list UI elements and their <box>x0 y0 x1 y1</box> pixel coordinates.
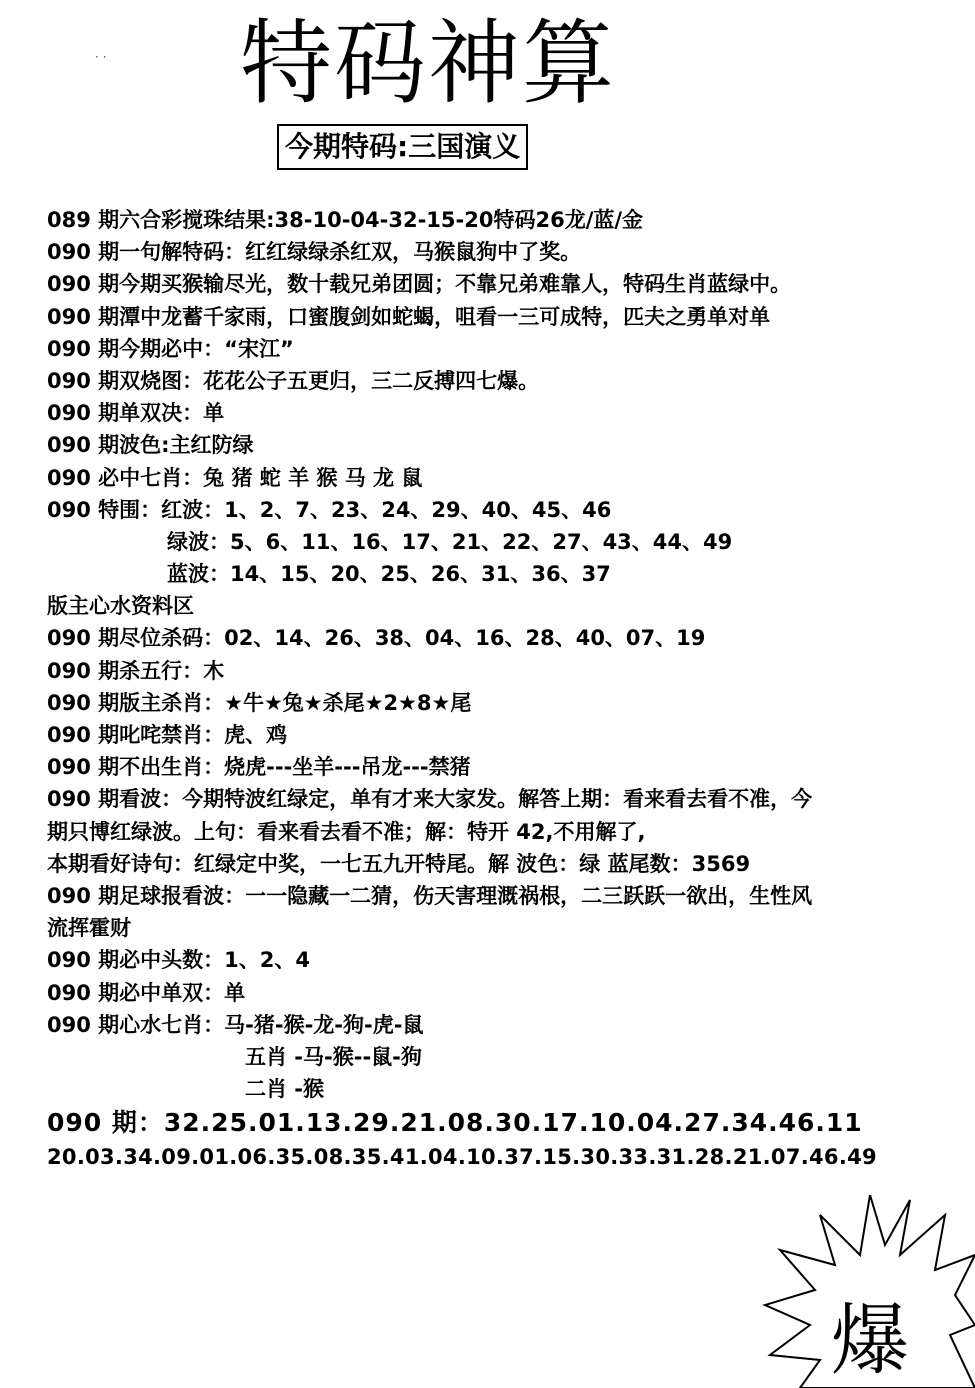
content-line: 版主心水资料区 <box>47 594 194 619</box>
content-line: 090 期一句解特码：红红绿绿杀红双，马猴鼠狗中了奖。 <box>47 240 582 265</box>
content-line: 本期看好诗句：红绿定中奖，一七五九开特尾。解 波色：绿 蓝尾数：3569 <box>47 851 751 876</box>
content-line: 090 期心水七肖：马-猪-猴-龙-狗-虎-鼠 <box>47 1012 424 1037</box>
content-line: 090 期今期必中：“宋江” <box>47 336 294 361</box>
content-lines <box>47 204 947 1173</box>
content-line: 090 期潭中龙蓄千家雨，口蜜腹剑如蛇蝎，咀看一三可成特，匹夫之勇单对单 <box>47 304 771 329</box>
content-line: 090 期：32.25.01.13.29.21.08.30.17.10.04.27.34.46.11 <box>47 1108 863 1138</box>
content-line: 蓝波：14、15、20、25、26、31、36、37 <box>167 562 611 587</box>
content-line: 090 必中七肖：兔 猪 蛇 羊 猴 马 龙 鼠 <box>47 465 423 490</box>
content-line: 绿波：5、6、11、16、17、21、22、27、43、44、49 <box>167 529 733 554</box>
content-line: 090 期今期买猴输尽光，数十载兄弟团圆；不靠兄弟难靠人，特码生肖蓝绿中。 <box>47 272 792 297</box>
content-line: 五肖 -马-猴--鼠-狗 <box>245 1044 422 1069</box>
page-title: 特码神算 <box>240 10 617 117</box>
content-line: 090 期看波：今期特波红绿定，单有才来大家发。解答上期：看来看去看不准，今 <box>47 787 813 812</box>
content-line: 期只博红绿波。上句：看来看去看不准；解：特开 42,不用解了, <box>47 819 646 844</box>
content-line: 090 期单双决：单 <box>47 401 225 426</box>
content-line: 090 期足球报看波：一一隐藏一二猜，伤天害理溉祸根，二三跃跃一欲出，生性风 <box>47 883 813 908</box>
burst-badge <box>760 1195 975 1388</box>
content-line: 二肖 -猴 <box>245 1077 325 1102</box>
content-line: 090 期必中头数：1、2、4 <box>47 948 310 973</box>
content-line: 089 期六合彩搅珠结果:38-10-04-32-15-20特码26龙/蓝/金 <box>47 208 644 232</box>
content-line: 090 期版主杀肖：★牛★兔★杀尾★2★8★尾 <box>47 690 472 715</box>
content-line: 20.03.34.09.01.06.35.08.35.41.04.10.37.15.30.33.31.28.21.07.46.49 <box>47 1145 877 1170</box>
content-line: 090 期尽位杀码：02、14、26、38、04、16、28、40、07、19 <box>47 626 706 651</box>
content-line: 090 期必中单双：单 <box>47 980 246 1005</box>
content-line: 流挥霍财 <box>47 916 131 941</box>
content-line: 090 期双烧图：花花公子五更归，三二反搏四七爆。 <box>47 368 540 393</box>
burst-label: 爆 <box>830 1296 910 1386</box>
content-line: 090 期叱咤禁肖：虎、鸡 <box>47 723 288 747</box>
content-line: 090 特围：红波：1、2、7、23、24、29、40、45、46 <box>47 497 612 522</box>
content-line: 090 期杀五行：木 <box>47 658 225 683</box>
subtitle-box: 今期特码:三国演义 <box>277 124 528 170</box>
scan-artifact: · · <box>95 50 107 64</box>
content-line: 090 期波色:主红防绿 <box>47 433 254 458</box>
content-line: 090 期不出生肖：烧虎---坐羊---吊龙---禁猪 <box>47 755 471 780</box>
